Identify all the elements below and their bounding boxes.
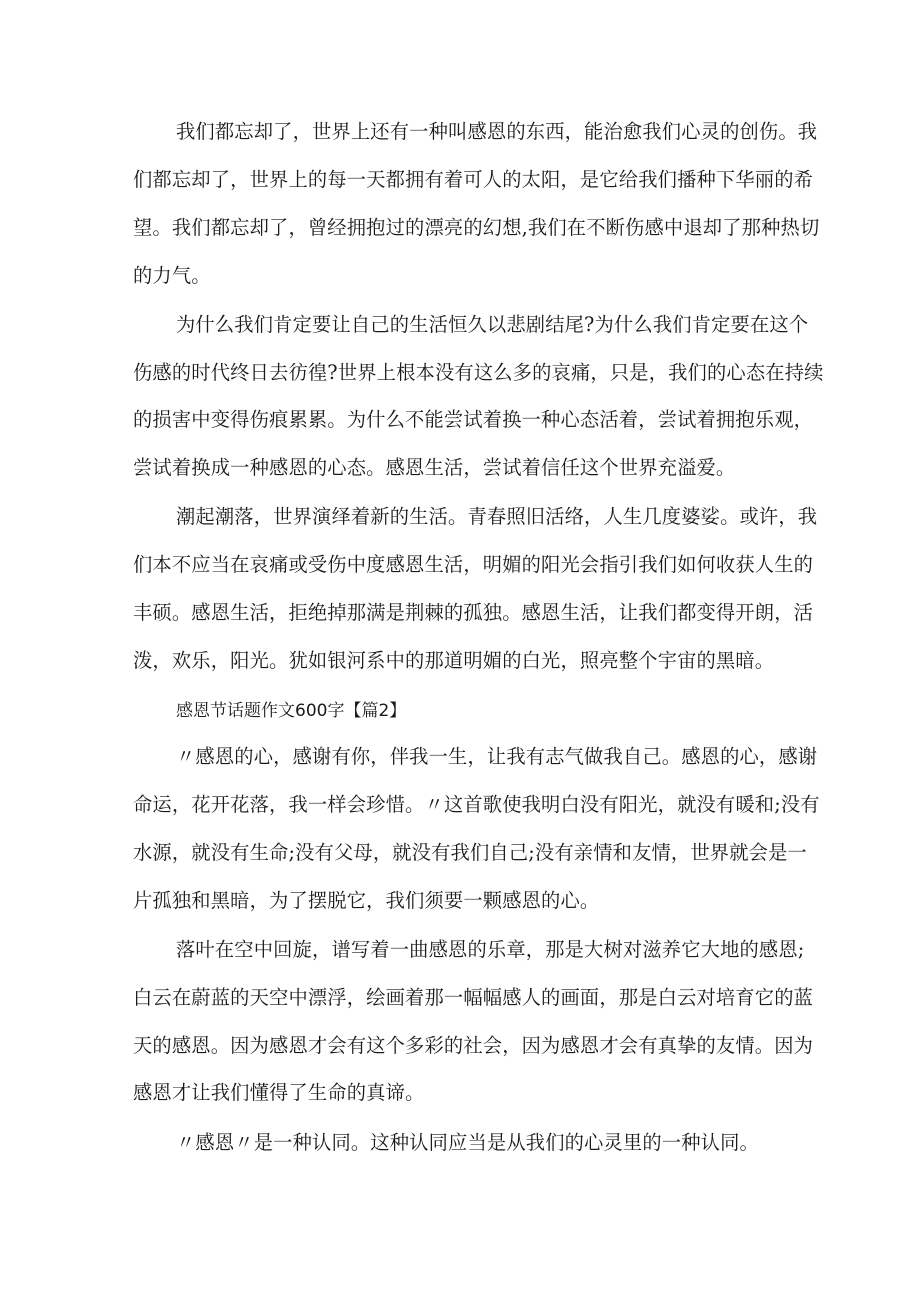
- paragraph-5-line-1: 落叶在空中回旋，谱写着一曲感恩的乐章，那是大树对滋养它大地的感恩;: [176, 938, 805, 961]
- paragraph-3-line-1: 潮起潮落，世界演绎着新的生活。青春照旧活络，人生几度婆娑。或许，我: [176, 505, 818, 528]
- paragraph-1-line-2: 们都忘却了，世界上的每一天都拥有着可人的太阳，是它给我们播种下华丽的希: [133, 168, 814, 191]
- section-heading: 感恩节话题作文600字【篇2】: [176, 701, 407, 721]
- paragraph-5-line-3: 天的感恩。因为感恩才会有这个多彩的社会，因为感恩才会有真挚的友情。因为: [133, 1034, 814, 1057]
- paragraph-2-line-4: 尝试着换成一种感恩的心态。感恩生活，尝试着信任这个世界充溢爱。: [133, 456, 736, 479]
- paragraph-4-line-2: 命运，花开花落，我一样会珍惜。〃这首歌使我明白没有阳光，就没有暖和;没有: [133, 793, 820, 816]
- paragraph-1-line-4: 的力气。: [133, 264, 211, 287]
- paragraph-3-line-2: 们本不应当在哀痛或受伤中度感恩生活，明媚的阳光会指引我们如何收获人生的: [133, 553, 814, 576]
- paragraph-2-line-3: 的损害中变得伤痕累累。为什么不能尝试着换一种心态活着，尝试着拥抱乐观，: [133, 408, 814, 431]
- paragraph-3-line-3: 丰硕。感恩生活，拒绝掉那满是荆棘的孤独。感恩生活，让我们都变得开朗，活: [133, 601, 814, 624]
- paragraph-3-line-4: 泼，欢乐，阳光。犹如银河系中的那道明媚的白光，照亮整个宇宙的黑暗。: [133, 649, 775, 672]
- paragraph-4-line-3: 水源，就没有生命;没有父母，就没有我们自己;没有亲情和友情，世界就会是一: [133, 841, 807, 864]
- paragraph-1-line-3: 望。我们都忘却了，曾经拥抱过的漂亮的幻想,我们在不断伤感中退却了那种热切: [133, 216, 820, 239]
- paragraph-5-line-4: 感恩才让我们懂得了生命的真谛。: [133, 1081, 425, 1104]
- paragraph-2-line-2: 伤感的时代终日去彷徨?世界上根本没有这么多的哀痛，只是，我们的心态在持续: [133, 361, 824, 384]
- paragraph-4-line-1: 〃感恩的心，感谢有你，伴我一生，让我有志气做我自己。感恩的心，感谢: [176, 745, 818, 768]
- paragraph-2-line-1: 为什么我们肯定要让自己的生活恒久以悲剧结尾?为什么我们肯定要在这个: [176, 313, 809, 336]
- paragraph-5-line-2: 白云在蔚蓝的天空中漂浮，绘画着那一幅幅感人的画面，那是白云对培育它的蓝: [133, 986, 814, 1009]
- paragraph-4-line-4: 片孤独和黑暗，为了摆脱它，我们须要一颗感恩的心。: [133, 889, 600, 912]
- paragraph-6-line-1: 〃感恩〃是一种认同。这种认同应当是从我们的心灵里的一种认同。: [176, 1131, 759, 1154]
- paragraph-1-line-1: 我们都忘却了，世界上还有一种叫感恩的东西，能治愈我们心灵的创伤。我: [176, 120, 818, 143]
